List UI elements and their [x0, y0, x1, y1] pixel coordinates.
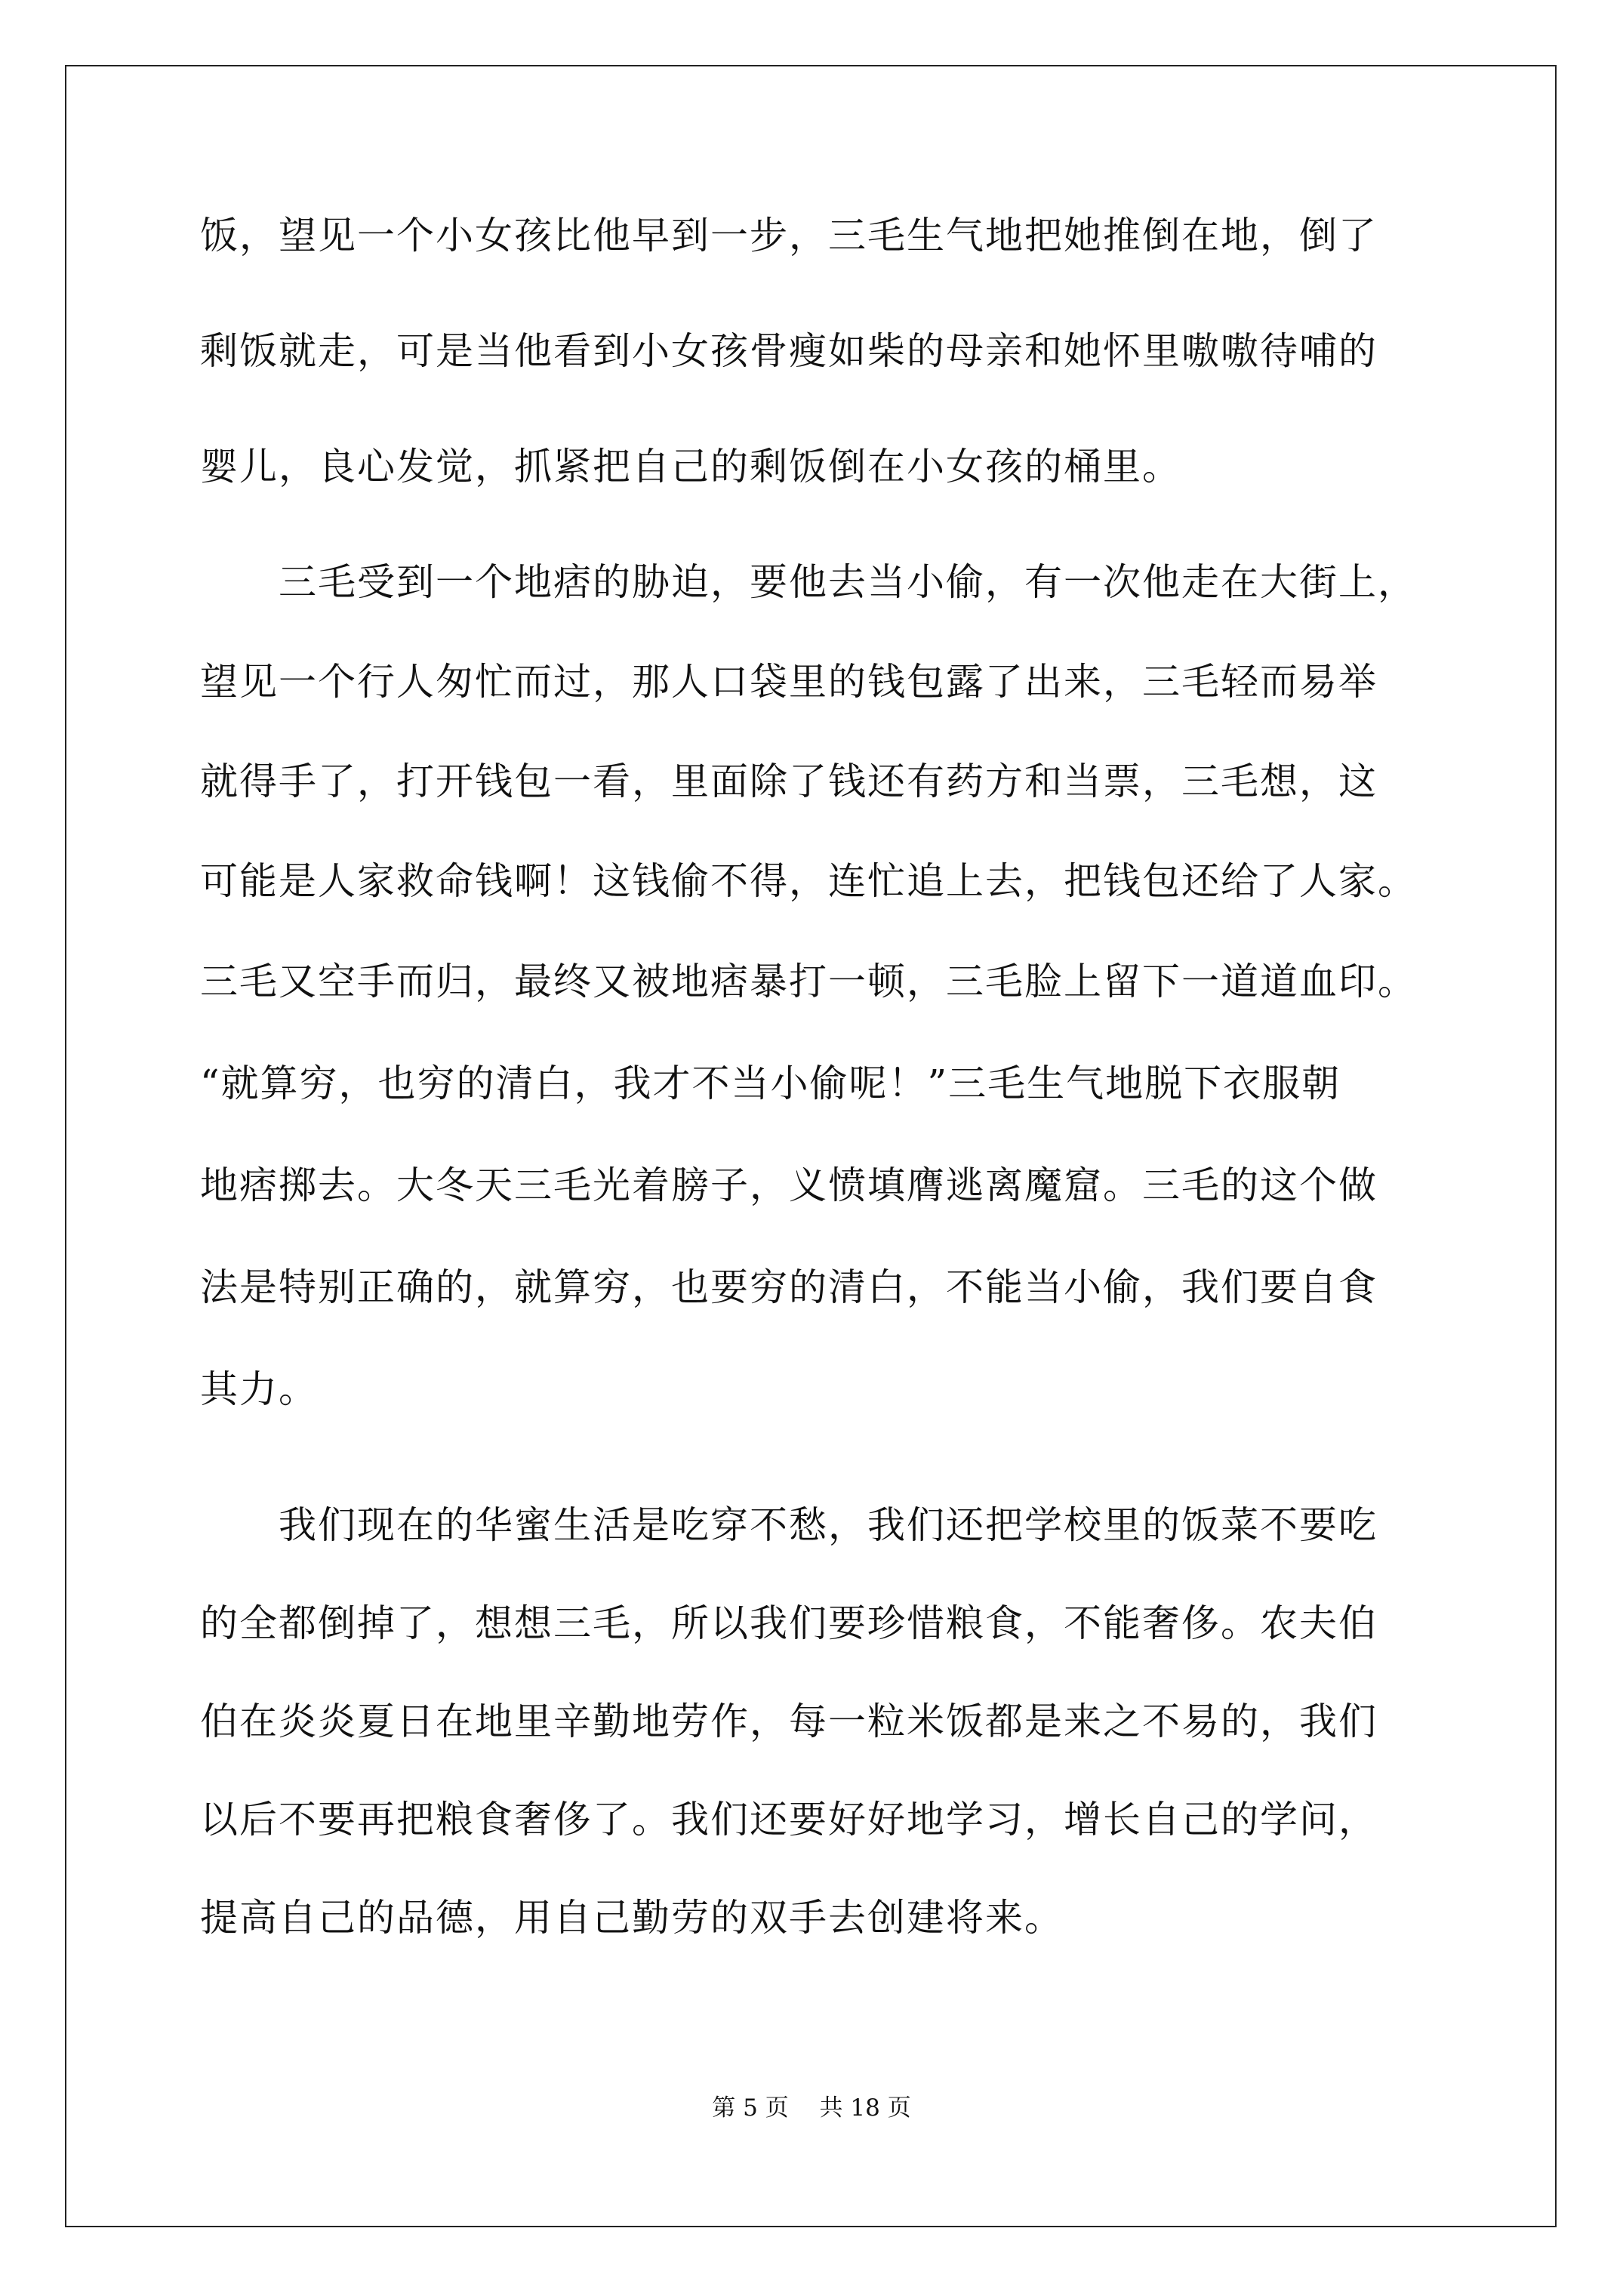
text-line: 伯在炎炎夏日在地里辛勤地劳作，每一粒米饭都是来之不易的，我们	[200, 1700, 1378, 1743]
text-line: 法是特别正确的，就算穷，也要穷的清白，不能当小偷，我们要自食	[200, 1265, 1378, 1309]
text-line: 的全都倒掉了，想想三毛，所以我们要珍惜粮食，不能奢侈。农夫伯	[200, 1601, 1378, 1645]
text-line: 望见一个行人匆忙而过，那人口袋里的钱包露了出来，三毛轻而易举	[200, 660, 1378, 704]
text-line: “就算穷，也穷的清白，我才不当小偷呢！”三毛生气地脱下衣服朝	[200, 1062, 1341, 1105]
page-number-footer: 第 5 页 共 18 页	[712, 2094, 911, 2122]
text-line: 我们现在的华蜜生活是吃穿不愁，我们还把学校里的饭菜不要吃	[200, 1503, 1378, 1547]
text-line: 地痞掷去。大冬天三毛光着膀子，义愤填膺逃离魔窟。三毛的这个做	[200, 1163, 1378, 1207]
text-line: 以后不要再把粮食奢侈了。我们还要好好地学习，增长自己的学问，	[200, 1798, 1378, 1841]
text-line: 三毛又空手而归，最终又被地痞暴打一顿，三毛脸上留下一道道血印。	[200, 960, 1417, 1003]
text-line: 剩饭就走，可是当他看到小女孩骨瘦如柴的母亲和她怀里嗷嗷待哺的	[200, 329, 1378, 373]
text-line: 可能是人家救命钱啊！这钱偷不得，连忙追上去，把钱包还给了人家。	[200, 859, 1417, 903]
text-line: 就得手了，打开钱包一看，里面除了钱还有药方和当票，三毛想，这	[200, 760, 1378, 803]
text-line: 提高自己的品德，用自己勤劳的双手去创建将来。	[200, 1896, 1064, 1940]
text-line: 三毛受到一个地痞的胁迫，要他去当小偷，有一次他走在大街上，	[200, 560, 1417, 604]
text-line: 饭，望见一个小女孩比他早到一步，三毛生气地把她推倒在地，倒了	[200, 214, 1378, 257]
text-line: 婴儿，良心发觉，抓紧把自己的剩饭倒在小女孩的桶里。	[200, 445, 1181, 488]
text-line: 其力。	[200, 1367, 318, 1411]
